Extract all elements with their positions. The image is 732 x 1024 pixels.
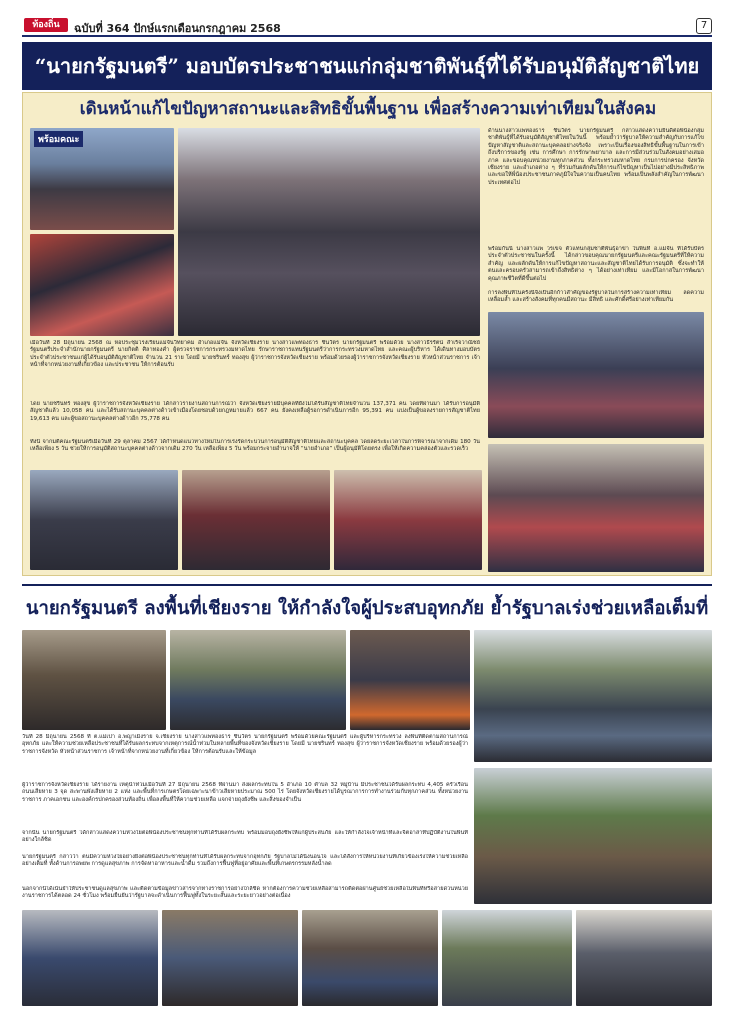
section1-right-column-3: การลงพื้นที่ในครั้งนี้จึงเป็นอีกก้าวสำคัญของรัฐบาลในการสร้างความเท่าเทียม ลดความเหลื่อมล้ำ และสร้างสังคมที่ทุกคนมีสถานะ มีสิทธิ และศักดิ์ศรีอย่างเท่าเทียมกัน <box>488 290 704 304</box>
section1-title: “นายกรัฐมนตรี” มอบบัตรประชาชนแก่กลุ่มชาติพันธุ์ที่ได้รับอนุมัติสัญชาติไทย <box>34 54 700 78</box>
photo-flood-visit-tent <box>474 768 712 904</box>
issue-line: ฉบับที่ 364 ปักษ์แรกเดือนกรกฎาคม 2568 <box>74 22 281 35</box>
photo-id-card-handover <box>488 444 704 572</box>
section1-body-2: โดย นายชรินทร์ ทองสุข ผู้ว่าราชการจังหวัดเชียงราย ได้กล่าวรายงานสถานการณ์ว่า จังหวัดเชียงรายมีบุคคลที่ยังไม่ได้รับสัญชาติไทยจำนวน 137,371 คน โดยที่ผ่านมา ได้รับการอนุมัติสัญชาติแล้ว 10,058 คน และได้รับสถานะบุคคลต่างด้าวเข้าเมืองโดยชอบด้วยกฎหมายแล้ว 667 คน ยังคงเหลือผู้รอการดำเนินการอีก 95,391 คน แบ่งเป็นผู้ขอลงรายการสัญชาติไทย 19,613 คน และผู้ขอสถานะบุคคลต่างด้าวอีก 75,778 คน <box>30 401 480 422</box>
photo-group-standing <box>488 312 704 438</box>
section1-right-column-1: ด้านนางสาวแพทองธาร ชินวัตร นายกรัฐมนตรี กล่าวแสดงความยินดีต่อพี่น้องกลุ่มชาติพันธุ์ที่ได้รับอนุมัติสัญชาติไทยในวันนี้ พร้อมย้ำว่ารัฐบาลให้ความสำคัญกับการแก้ไขปัญหาสัญชาติและสถานะบุคคลอย่างจริงจัง เพราะเป็นเรื่องของสิทธิขั้นพื้นฐานในการเข้าถึงบริการของรัฐ เช่น การศึกษา การรักษาพยาบาล และการมีส่วนร่วมในสังคมอย่างเสมอภาค และขอบคุณหน่วยงานทุกภาคส่วน ทั้งกระทรวงมหาดไทย กรมการปกครอง จังหวัดเชียงราย และอำเภอต่าง ๆ ที่ร่วมกันผลักดันให้การแก้ไขปัญหาเป็นไปอย่างมีประสิทธิภาพ และขอให้พี่น้องประชาชนภาคภูมิใจในความเป็นคนไทย พร้อมเป็นพลังสำคัญในการพัฒนาประเทศต่อไป <box>488 128 704 186</box>
photo-strip-b4 <box>442 910 572 1006</box>
section2-rule <box>22 584 712 586</box>
section2-body-3: จากนั้น นายกรัฐมนตรี ได้กล่าวแสดงความห่วงใยต่อพี่น้องประชาชนทุกท่านที่ได้รับผลกระทบ พร้อมมอบถุงยังชีพให้แก่ผู้ประสบภัย และให้กำลังใจเจ้าหน้าที่และจิตอาสาที่ปฏิบัติงานในพื้นที่อย่างใกล้ชิด <box>22 830 468 844</box>
page-number: 7 <box>696 18 712 34</box>
section2-body-2: ผู้ว่าราชการจังหวัดเชียงราย ได้รายงาน เหตุน้ำท่วมเมื่อวันที่ 27 มิถุนายน 2568 ที่ผ่านมา ส่งผลกระทบใน 5 อำเภอ 10 ตำบล 32 หมู่บ้าน มีประชาชนได้รับผลกระทบ 4,405 ครัวเรือน ถนนเสียหาย 3 จุด สะพานพังเสียหาย 2 แห่ง และพื้นที่การเกษตรโดยเฉพาะนาข้าวเสียหายประมาณ 500 ไร่ โดยจังหวัดเชียงรายได้บูรณาการการทำงานร่วมกับทุกภาคส่วน ทั้งหน่วยงานราชการ ภาคเอกชน และองค์กรปกครองส่วนท้องถิ่น เพื่อลงพื้นที่ให้ความช่วยเหลือ แจกจ่ายถุงยังชีพ และสิ่งของจำเป็น <box>22 782 468 803</box>
photo-villagers-seated <box>170 630 346 730</box>
photo-group-ceremony <box>30 128 174 230</box>
section1-right-column-2: พร้อมกันนี้ นางสาวแพ วรเขจ ตัวแทนกลุ่มชาติพันธุ์อาข่า ในพื้นที่ อ.แม่จัน ที่ได้รับบัตรประจำตัวประชาชนในครั้งนี้ ได้กล่าวขอบคุณนายกรัฐมนตรีและคณะรัฐมนตรีที่ให้ความสำคัญ และผลักดันให้การแก้ไขปัญหาสถานะและสัญชาติไทยได้รับการอนุมัติ ซึ่งจะทำให้ตนและครอบครัวสามารถเข้าถึงสิทธิต่าง ๆ ได้อย่างเท่าเทียม และมีโอกาสในการพัฒนาคุณภาพชีวิตที่ดีขึ้นต่อไป <box>488 246 704 282</box>
photo-strip-2 <box>182 470 330 570</box>
photo-pm-with-crowd <box>178 128 480 336</box>
section2-body-1: วันที่ 28 มิถุนายน 2568 ที่ ต.แม่เปา อ.พญาเม็งราย จ.เชียงราย นางสาวแพทองธาร ชินวัตร นายกรัฐมนตรี พร้อมด้วยคณะรัฐมนตรี และผู้บริหารกระทรวง ลงพื้นที่ติดตามสถานการณ์อุทกภัย และให้ความช่วยเหลือประชาชนที่ได้รับผลกระทบจากเหตุการณ์น้ำท่วมในหลายพื้นที่ของจังหวัดเชียงราย โดยมี นายชรินทร์ ทองสุข ผู้ว่าราชการจังหวัดเชียงราย พร้อมด้วยรองผู้ว่าราชการจังหวัด หัวหน้าส่วนราชการ เจ้าหน้าที่จากหน่วยงานที่เกี่ยวข้อง ให้การต้อนรับและให้ข้อมูล <box>22 734 468 755</box>
photo-strip-3 <box>334 470 482 570</box>
section2-body-5: นอกจากนี้ได้เน้นย้ำให้ประชาชนดูแลสุขภาพ และติดตามข้อมูลข่าวสารจากทางราชการอย่างใกล้ชิด หากต้องการความช่วยเหลือสามารถติดต่อผ่านศูนย์ช่วยเหลือในพื้นที่หรือสายด่วนหน่วยงานราชการได้ตลอด 24 ชั่วโมง พร้อมยืนยันว่ารัฐบาลจะดำเนินการฟื้นฟูทั้งในระยะสั้นและระยะยาวอย่างต่อเนื่อง <box>22 886 468 900</box>
photo-strip-b3 <box>302 910 438 1006</box>
photo-pm-greeting-officer <box>22 630 166 730</box>
photo-hilltribe-women <box>30 234 174 336</box>
section2-title: นายกรัฐมนตรี ลงพื้นที่เชียงราย ให้กำลังใจผู้ประสบอุทกภัย ย้ำรัฐบาลเร่งช่วยเหลือเต็มที่ <box>25 598 709 619</box>
photo-officials-group <box>474 630 712 762</box>
photo-pm-talking-villagers <box>350 630 470 730</box>
section1-subtitle: เดินหน้าแก้ไขปัญหาสถานะและสิทธิขั้นพื้นฐาน เพื่อสร้างความเท่าเทียมในสังคม <box>79 99 657 119</box>
photo-strip-1 <box>30 470 178 570</box>
photo-strip-b1 <box>22 910 158 1006</box>
newspaper-logo: ท้องถิ่น <box>24 18 68 32</box>
header-rule <box>22 35 712 37</box>
section1-body-1: เมื่อวันที่ 28 มิถุนายน 2568 ณ หอประชุมโรงเรียนแม่จันวิทยาคม อำเภอแม่จัน จังหวัดเชียงราย นางสาวแพทองธาร ชินวัตร นายกรัฐมนตรี พร้อมด้วย นางสาวธีรรัตน์ สำเร็จวาณิชย์ รัฐมนตรีประจำสำนักนายกรัฐมนตรี นายกิตติ ศิลาทองคำ ผู้ตรวจราชการกระทรวงมหาดไทย รักษาราชการแทนรัฐมนตรีว่าการกระทรวงมหาดไทย และคณะผู้บริหาร ได้เดินทางมอบบัตรประจำตัวประชาชนแก่ผู้ได้รับอนุมัติสัญชาติไทย จำนวน 21 ราย โดยมี นายชรินทร์ ทองสุข ผู้ว่าราชการจังหวัดเชียงราย พร้อมด้วยรองผู้ว่าราชการจังหวัดเชียงราย หัวหน้าส่วนราชการ เจ้าหน้าที่จากหน่วยงานที่เกี่ยวข้อง และประชาชน ให้การต้อนรับ <box>30 340 480 369</box>
section2-body-4: นายกรัฐมนตรี กล่าวว่า ตนมีความห่วงใยอย่างยิ่งต่อพี่น้องประชาชนทุกท่านที่ได้รับผลกระทบจากอุทกภัย รัฐบาลไม่ได้นิ่งนอนใจ และได้สั่งการให้หน่วยงานที่เกี่ยวข้องเร่งให้ความช่วยเหลืออย่างเต็มที่ ทั้งด้านการอพยพ การดูแลสุขภาพ การจัดหาอาหารและน้ำดื่ม รวมถึงการฟื้นฟูที่อยู่อาศัยและพื้นที่เกษตรกรรมหลังน้ำลด <box>22 854 468 868</box>
photo-strip-b2 <box>162 910 298 1006</box>
section1-body-3: ทั้งนี้ จากมติคณะรัฐมนตรีเมื่อวันที่ 29 ตุลาคม 2567 ได้กำหนดแนวทางใหม่ในการเร่งรัดกระบวนการอนุมัติสัญชาติไทยและสถานะบุคคล โดยลดระยะเวลาในการพิจารณาจากเดิม 180 วัน เหลือเพียง 5 วัน ช่วยให้การอนุมัติสถานะบุคคลต่างด้าวจากเดิม 270 วัน เหลือเพียง 5 วัน พร้อมกระจายอำนาจให้ “นายอำเภอ” เป็นผู้อนุมัติโดยตรง เพื่อให้เกิดความคล่องตัวและรวดเร็ว <box>30 439 480 453</box>
photo-strip-b5 <box>576 910 712 1006</box>
photo-tag: พร้อมคณะ <box>34 131 83 147</box>
